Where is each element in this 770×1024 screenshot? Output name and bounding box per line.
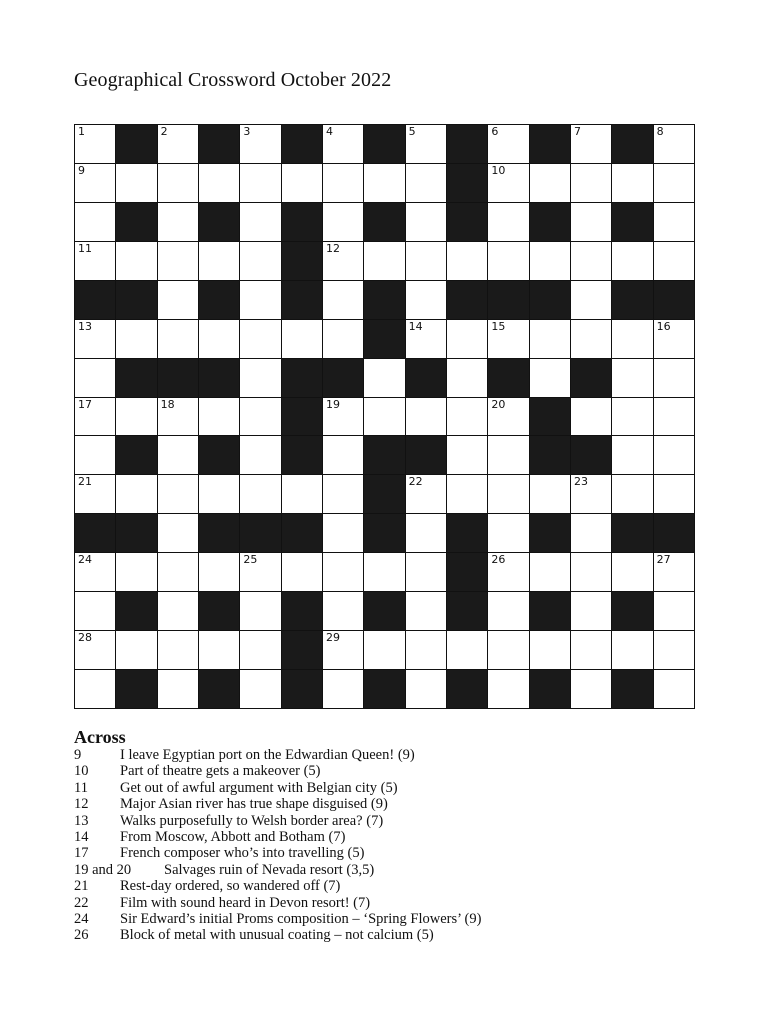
grid-block	[282, 203, 322, 241]
grid-cell[interactable]	[488, 592, 528, 630]
grid-block	[571, 436, 611, 474]
grid-cell[interactable]	[488, 670, 528, 708]
grid-block	[530, 670, 570, 708]
grid-cell[interactable]	[240, 631, 280, 669]
grid-cell[interactable]	[488, 203, 528, 241]
grid-block	[199, 281, 239, 319]
grid-cell[interactable]	[406, 320, 446, 358]
grid-block	[571, 359, 611, 397]
grid-block	[199, 592, 239, 630]
grid-cell[interactable]	[158, 281, 198, 319]
grid-cell[interactable]	[158, 203, 198, 241]
grid-cell[interactable]	[571, 514, 611, 552]
across-clue-text: Film with sound heard in Devon resort! (7)	[120, 894, 371, 911]
grid-cell[interactable]	[323, 436, 363, 474]
across-clue-list	[74, 747, 694, 944]
clue-number: 24	[78, 553, 92, 567]
clue-number: 2	[160, 125, 168, 138]
grid-block	[447, 125, 487, 163]
grid-block	[199, 125, 239, 163]
across-clue	[74, 796, 694, 812]
across-clue-text: Part of theatre gets a makeover (5)	[120, 763, 321, 780]
grid-cell[interactable]	[240, 125, 280, 163]
grid-cell[interactable]	[654, 592, 694, 630]
grid-cell[interactable]	[199, 320, 239, 358]
grid-cell[interactable]	[158, 631, 198, 669]
across-clue-number: 21	[74, 878, 89, 895]
grid-cell[interactable]	[654, 359, 694, 397]
grid-cell[interactable]	[323, 164, 363, 202]
grid-block	[116, 125, 156, 163]
grid-cell[interactable]	[323, 125, 363, 163]
grid-cell[interactable]	[571, 242, 611, 280]
grid-block	[447, 553, 487, 591]
grid-cell[interactable]	[364, 398, 404, 436]
grid-block	[612, 592, 652, 630]
clue-number: 11	[78, 241, 92, 255]
clue-number: 17	[78, 397, 92, 411]
grid-block	[488, 359, 528, 397]
grid-cell[interactable]	[323, 281, 363, 319]
grid-block	[240, 514, 280, 552]
across-clue-text: I leave Egyptian port on the Edwardian Queen! (9)	[120, 747, 415, 763]
grid-cell[interactable]	[75, 242, 115, 280]
grid-cell[interactable]	[158, 514, 198, 552]
grid-block	[612, 203, 652, 241]
grid-cell[interactable]	[654, 203, 694, 241]
across-clue-number: 22	[74, 894, 89, 911]
grid-cell[interactable]	[116, 242, 156, 280]
grid-block	[199, 670, 239, 708]
grid-block	[364, 436, 404, 474]
grid-cell[interactable]	[571, 631, 611, 669]
grid-cell[interactable]	[75, 475, 115, 513]
clue-number: 8	[656, 125, 664, 138]
grid-block	[447, 670, 487, 708]
across-clue-number: 26	[74, 927, 89, 944]
clue-number: 13	[78, 319, 92, 333]
grid-block	[116, 436, 156, 474]
grid-cell[interactable]	[199, 631, 239, 669]
grid-cell[interactable]	[406, 631, 446, 669]
grid-cell[interactable]	[612, 553, 652, 591]
grid-cell[interactable]	[323, 670, 363, 708]
grid-cell[interactable]	[240, 592, 280, 630]
grid-cell[interactable]	[323, 475, 363, 513]
grid-cell[interactable]	[654, 631, 694, 669]
grid-block	[530, 203, 570, 241]
across-clue	[74, 763, 694, 779]
across-clue-text: Block of metal with unusual coating – not calcium (5)	[120, 927, 434, 944]
clue-number: 12	[325, 241, 340, 255]
grid-cell[interactable]	[406, 514, 446, 552]
grid-cell[interactable]	[323, 203, 363, 241]
grid-cell[interactable]	[571, 592, 611, 630]
clue-number: 9	[78, 163, 85, 177]
grid-block	[488, 281, 528, 319]
grid-block	[75, 514, 115, 552]
grid-cell[interactable]	[406, 475, 446, 513]
grid-cell[interactable]	[612, 359, 652, 397]
grid-cell[interactable]	[240, 359, 280, 397]
grid-cell[interactable]	[364, 631, 404, 669]
clue-number: 4	[325, 125, 333, 138]
grid-cell[interactable]	[447, 631, 487, 669]
grid-cell[interactable]	[488, 631, 528, 669]
grid-cell[interactable]	[406, 281, 446, 319]
grid-cell[interactable]	[199, 553, 239, 591]
grid-block	[116, 203, 156, 241]
grid-cell[interactable]	[75, 553, 115, 591]
grid-cell[interactable]	[488, 125, 528, 163]
grid-cell[interactable]	[158, 242, 198, 280]
across-clue-text: Sir Edward’s initial Proms composition – ‘Spring Flowers’ (9)	[120, 911, 482, 928]
clue-number: 7	[573, 125, 581, 138]
grid-block	[282, 125, 322, 163]
grid-cell[interactable]	[323, 631, 363, 669]
across-clue-number: 9	[74, 747, 82, 763]
grid-cell[interactable]	[116, 475, 156, 513]
grid-block	[116, 514, 156, 552]
clue-number: 25	[243, 553, 258, 567]
grid-cell[interactable]	[488, 553, 528, 591]
grid-cell[interactable]	[158, 475, 198, 513]
grid-cell[interactable]	[406, 398, 446, 436]
grid-cell[interactable]	[612, 320, 652, 358]
grid-block	[282, 398, 322, 436]
grid-cell[interactable]	[406, 670, 446, 708]
grid-cell[interactable]	[447, 436, 487, 474]
grid-cell[interactable]	[447, 475, 487, 513]
grid-cell[interactable]	[240, 436, 280, 474]
across-clue-text: Major Asian river has true shape disguised (9)	[120, 796, 388, 813]
grid-block	[447, 592, 487, 630]
across-clue	[74, 845, 694, 861]
grid-cell[interactable]	[447, 359, 487, 397]
grid-cell[interactable]	[364, 164, 404, 202]
grid-cell[interactable]	[488, 436, 528, 474]
grid-block	[447, 164, 487, 202]
grid-cell[interactable]	[240, 553, 280, 591]
across-clue	[74, 895, 694, 911]
across-clue-number: 10	[74, 763, 89, 780]
across-clue-number: 12	[74, 796, 89, 813]
grid-block	[612, 514, 652, 552]
grid-cell[interactable]	[488, 475, 528, 513]
across-clue-text: Walks purposefully to Welsh border area? (7)	[120, 812, 384, 829]
grid-cell[interactable]	[654, 242, 694, 280]
grid-block	[530, 398, 570, 436]
grid-cell[interactable]	[530, 359, 570, 397]
grid-cell[interactable]	[612, 242, 652, 280]
grid-cell[interactable]	[488, 398, 528, 436]
grid-cell[interactable]	[530, 553, 570, 591]
grid-cell[interactable]	[158, 164, 198, 202]
grid-cell[interactable]	[654, 553, 694, 591]
grid-cell[interactable]	[571, 281, 611, 319]
across-clue-number: 24	[74, 911, 89, 928]
clue-number: 26	[491, 553, 506, 567]
grid-block	[364, 475, 404, 513]
clue-number: 15	[491, 319, 506, 333]
grid-cell[interactable]	[158, 436, 198, 474]
grid-block	[612, 281, 652, 319]
grid-cell[interactable]	[75, 436, 115, 474]
grid-block	[116, 670, 156, 708]
grid-cell[interactable]	[199, 475, 239, 513]
grid-cell[interactable]	[612, 398, 652, 436]
grid-block	[447, 203, 487, 241]
grid-cell[interactable]	[654, 320, 694, 358]
across-clue-text: From Moscow, Abbott and Botham (7)	[120, 829, 346, 846]
clue-number: 3	[243, 125, 251, 138]
grid-cell[interactable]	[612, 475, 652, 513]
grid-cell[interactable]	[364, 242, 404, 280]
across-clue-text: Get out of awful argument with Belgian city (5)	[120, 779, 398, 796]
across-clue	[74, 813, 694, 829]
grid-cell[interactable]	[323, 242, 363, 280]
across-clue-number: 19 and 20	[74, 861, 132, 878]
grid-cell[interactable]	[75, 320, 115, 358]
grid-block	[282, 592, 322, 630]
grid-block	[282, 281, 322, 319]
grid-cell[interactable]	[199, 164, 239, 202]
grid-cell[interactable]	[282, 475, 322, 513]
grid-block	[116, 592, 156, 630]
grid-block	[199, 203, 239, 241]
grid-cell[interactable]	[571, 475, 611, 513]
grid-block	[406, 436, 446, 474]
grid-cell[interactable]	[240, 475, 280, 513]
grid-cell[interactable]	[654, 475, 694, 513]
grid-cell[interactable]	[447, 242, 487, 280]
grid-block	[282, 514, 322, 552]
grid-cell[interactable]	[406, 164, 446, 202]
grid-cell[interactable]	[116, 553, 156, 591]
grid-cell[interactable]	[199, 398, 239, 436]
grid-cell[interactable]	[530, 242, 570, 280]
grid-cell[interactable]	[75, 592, 115, 630]
grid-cell[interactable]	[406, 592, 446, 630]
grid-block	[447, 514, 487, 552]
grid-cell[interactable]	[282, 320, 322, 358]
grid-cell[interactable]	[158, 125, 198, 163]
clue-number: 1	[78, 125, 85, 138]
clue-number: 27	[656, 553, 671, 567]
grid-cell[interactable]	[654, 670, 694, 708]
page-title: Geographical Crossword October 2022	[74, 69, 392, 91]
grid-cell[interactable]	[158, 592, 198, 630]
grid-block	[654, 281, 694, 319]
clue-number: 21	[78, 475, 92, 489]
across-heading: Across	[74, 727, 126, 747]
grid-cell[interactable]	[654, 164, 694, 202]
grid-block	[612, 125, 652, 163]
grid-cell[interactable]	[158, 553, 198, 591]
grid-cell[interactable]	[654, 125, 694, 163]
grid-cell[interactable]	[571, 320, 611, 358]
grid-cell[interactable]	[612, 164, 652, 202]
grid-block	[530, 514, 570, 552]
grid-cell[interactable]	[116, 398, 156, 436]
clue-number: 10	[491, 163, 506, 177]
grid-cell[interactable]	[571, 553, 611, 591]
grid-cell[interactable]	[240, 320, 280, 358]
grid-cell[interactable]	[364, 359, 404, 397]
grid-block	[530, 281, 570, 319]
grid-cell[interactable]	[75, 164, 115, 202]
grid-block	[612, 670, 652, 708]
grid-cell[interactable]	[282, 164, 322, 202]
grid-cell[interactable]	[75, 359, 115, 397]
grid-cell[interactable]	[530, 164, 570, 202]
grid-block	[530, 125, 570, 163]
across-clue-number: 17	[74, 845, 89, 862]
grid-cell[interactable]	[116, 320, 156, 358]
grid-block	[282, 242, 322, 280]
grid-cell[interactable]	[240, 242, 280, 280]
grid-cell[interactable]	[571, 164, 611, 202]
grid-block	[364, 125, 404, 163]
grid-block	[323, 359, 363, 397]
grid-cell[interactable]	[282, 553, 322, 591]
grid-cell[interactable]	[488, 320, 528, 358]
clue-number: 18	[160, 397, 175, 411]
grid-cell[interactable]	[654, 398, 694, 436]
across-clue	[74, 927, 694, 943]
grid-cell[interactable]	[488, 242, 528, 280]
grid-block	[364, 514, 404, 552]
grid-cell[interactable]	[488, 164, 528, 202]
grid-block	[199, 359, 239, 397]
across-clue-number: 11	[74, 779, 88, 796]
grid-block	[364, 670, 404, 708]
clue-number: 22	[408, 475, 423, 489]
across-clue-text: French composer who’s into travelling (5)	[120, 845, 365, 862]
clue-number: 6	[491, 125, 499, 138]
grid-cell[interactable]	[75, 125, 115, 163]
grid-cell[interactable]	[571, 203, 611, 241]
clue-number: 28	[78, 631, 92, 645]
across-clue	[74, 780, 694, 796]
grid-cell[interactable]	[406, 125, 446, 163]
grid-cell[interactable]	[612, 436, 652, 474]
grid-cell[interactable]	[75, 631, 115, 669]
across-clue	[74, 862, 694, 878]
grid-cell[interactable]	[323, 592, 363, 630]
grid-cell[interactable]	[158, 398, 198, 436]
grid-cell[interactable]	[488, 514, 528, 552]
clue-number: 16	[656, 319, 671, 333]
across-clue	[74, 878, 694, 894]
across-clue-number: 13	[74, 812, 89, 829]
grid-cell[interactable]	[571, 670, 611, 708]
grid-cell[interactable]	[447, 398, 487, 436]
across-clue-text: Salvages ruin of Nevada resort (3,5)	[164, 861, 375, 878]
grid-block	[282, 631, 322, 669]
grid-cell[interactable]	[406, 553, 446, 591]
crossword-grid	[74, 124, 695, 709]
grid-cell[interactable]	[158, 320, 198, 358]
grid-cell[interactable]	[612, 631, 652, 669]
grid-cell[interactable]	[530, 475, 570, 513]
grid-block	[406, 359, 446, 397]
clue-number: 14	[408, 319, 423, 333]
grid-block	[654, 514, 694, 552]
grid-cell[interactable]	[75, 670, 115, 708]
grid-cell[interactable]	[199, 242, 239, 280]
clue-number: 20	[491, 397, 506, 411]
clue-number: 29	[325, 631, 340, 645]
grid-block	[364, 203, 404, 241]
grid-block	[530, 592, 570, 630]
grid-cell[interactable]	[571, 398, 611, 436]
grid-block	[447, 281, 487, 319]
grid-cell[interactable]	[364, 553, 404, 591]
grid-block	[282, 359, 322, 397]
grid-cell[interactable]	[116, 631, 156, 669]
grid-cell[interactable]	[75, 203, 115, 241]
clue-number: 5	[408, 125, 416, 138]
grid-cell[interactable]	[240, 164, 280, 202]
grid-cell[interactable]	[530, 320, 570, 358]
grid-block	[158, 359, 198, 397]
grid-block	[116, 281, 156, 319]
across-clue	[74, 829, 694, 845]
across-clue-number: 14	[74, 829, 89, 846]
grid-cell[interactable]	[116, 164, 156, 202]
grid-cell[interactable]	[406, 242, 446, 280]
grid-cell[interactable]	[323, 320, 363, 358]
grid-cell[interactable]	[240, 203, 280, 241]
grid-cell[interactable]	[323, 398, 363, 436]
grid-cell[interactable]	[571, 125, 611, 163]
across-clue-text: Rest-day ordered, so wandered off (7)	[120, 878, 341, 895]
grid-cell[interactable]	[654, 436, 694, 474]
grid-block	[75, 281, 115, 319]
grid-block	[199, 436, 239, 474]
grid-cell[interactable]	[75, 398, 115, 436]
grid-cell[interactable]	[447, 320, 487, 358]
grid-cell[interactable]	[240, 398, 280, 436]
across-clue	[74, 911, 694, 927]
clue-number: 19	[325, 397, 340, 411]
grid-block	[530, 436, 570, 474]
grid-block	[364, 592, 404, 630]
grid-block	[282, 670, 322, 708]
grid-block	[282, 436, 322, 474]
across-clue	[74, 747, 694, 763]
grid-cell[interactable]	[530, 631, 570, 669]
grid-block	[116, 359, 156, 397]
clue-number: 23	[573, 475, 588, 489]
grid-block	[364, 320, 404, 358]
grid-cell[interactable]	[240, 281, 280, 319]
grid-block	[199, 514, 239, 552]
grid-cell[interactable]	[240, 670, 280, 708]
grid-cell[interactable]	[158, 670, 198, 708]
grid-block	[364, 281, 404, 319]
grid-cell[interactable]	[406, 203, 446, 241]
grid-cell[interactable]	[323, 553, 363, 591]
grid-cell[interactable]	[323, 514, 363, 552]
